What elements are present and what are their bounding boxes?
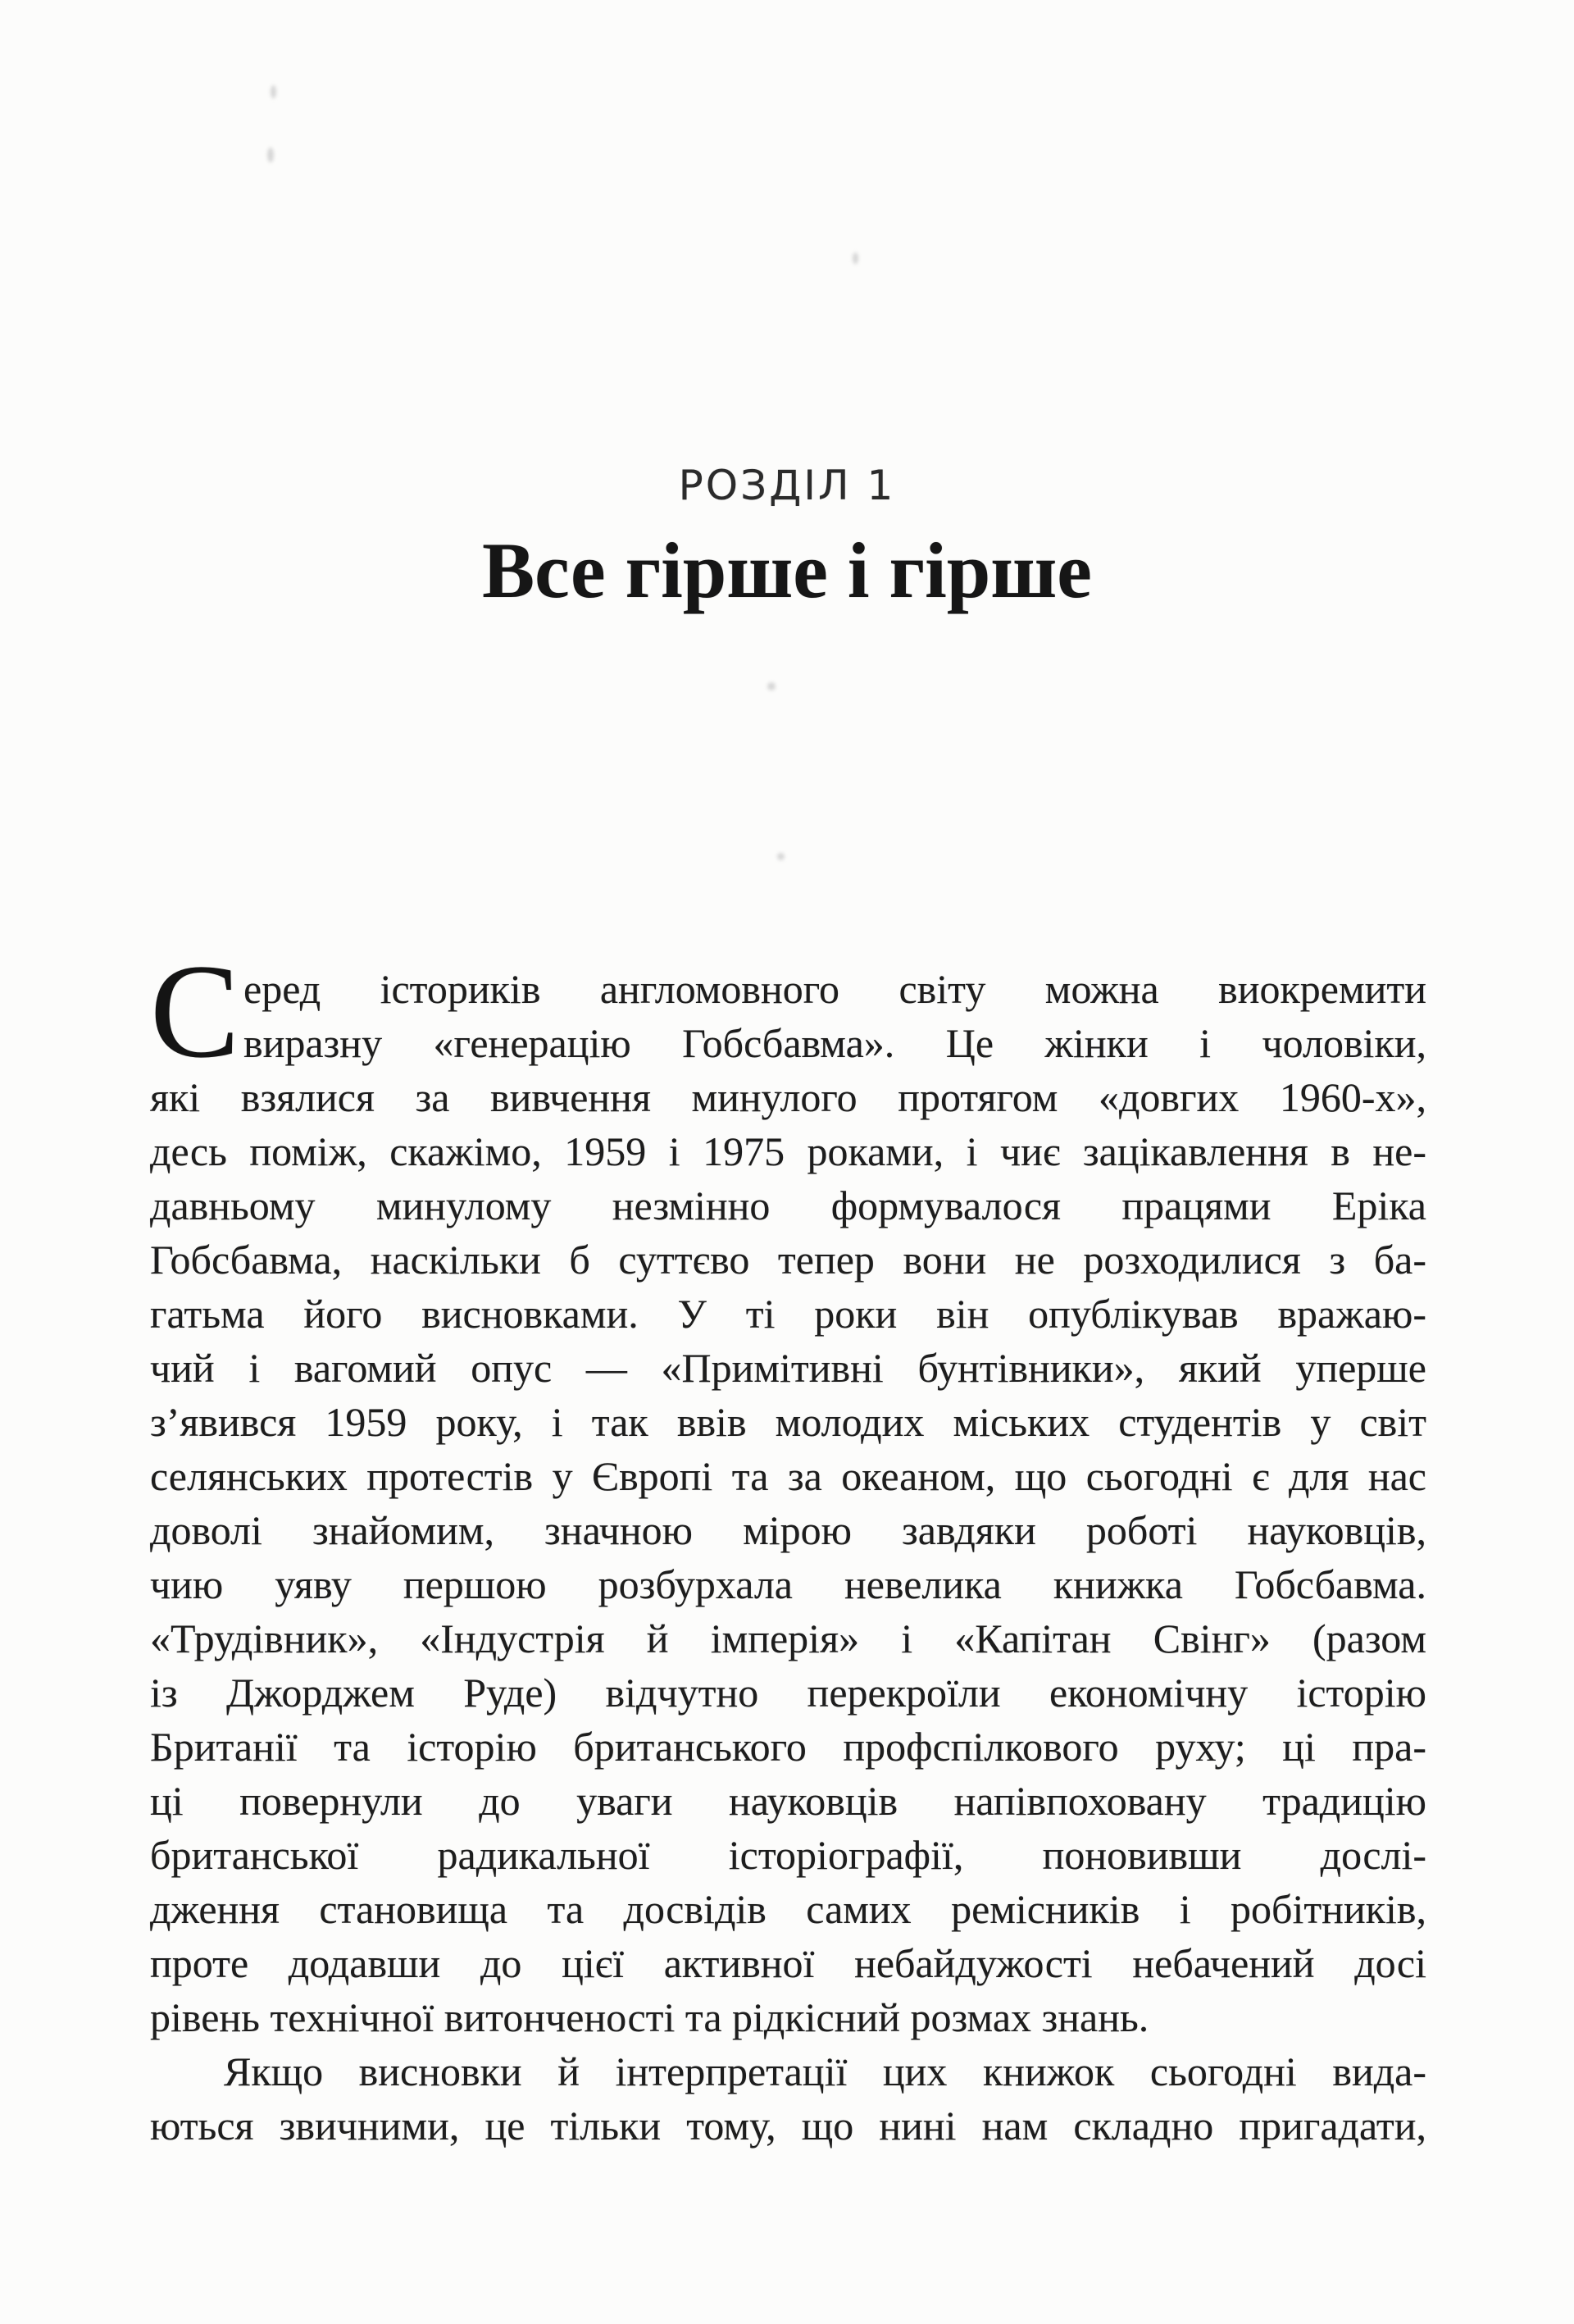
scan-artifact xyxy=(271,85,276,98)
text-line: доволі знайомим, значною мірою завдяки роботі науковців, xyxy=(150,1507,1426,1553)
chapter-label: РОЗДІЛ 1 xyxy=(678,462,896,509)
text-line: Якщо висновки й інтерпретації цих книжок сьогодні вида- xyxy=(224,2048,1426,2094)
text-line: десь поміж, скажімо, 1959 і 1975 роками, і чиє зацікавлення в не- xyxy=(150,1128,1426,1174)
scan-artifact xyxy=(267,148,274,162)
chapter-title: Все гірше і гірше xyxy=(482,526,1092,614)
text-line: чий і вагомий опус — «Примітивні бунтівники», який уперше xyxy=(150,1345,1426,1391)
text-line: «Трудівник», «Індустрія й імперія» і «Капітан Свінг» (разом xyxy=(150,1615,1426,1661)
text-line: Гобсбавма, наскільки б суттєво тепер вони не розходилися з ба- xyxy=(150,1237,1426,1283)
body-text xyxy=(150,937,1426,2153)
text-line: виразну «генерацію Гобсбавма». Це жінки і чоловіки, xyxy=(243,1020,1426,1066)
text-line: з’явився 1959 року, і так ввів молодих міських студентів у світ xyxy=(150,1399,1426,1445)
scan-artifact xyxy=(853,253,858,264)
text-line: чию уяву першою розбурхала невелика книжка Гобсбавма. xyxy=(150,1561,1426,1607)
text-line: британської радикальної історіографії, поновивши дослі- xyxy=(150,1832,1426,1878)
text-line: дження становища та досвідів самих ремісників і робітників, xyxy=(150,1886,1426,1932)
text-line: селянських протестів у Європі та за океаном, що сьогодні є для нас xyxy=(150,1453,1426,1499)
text-line: які взялися за вивчення минулого протягом «довгих 1960-х», xyxy=(150,1074,1426,1120)
text-line: рівень технічної витонченості та рідкісний розмах знань. xyxy=(150,1994,1149,2040)
text-line: ються звичними, це тільки тому, що нині нам складно пригадати, xyxy=(150,2103,1426,2149)
text-line: еред істориків англомовного світу можна виокремити xyxy=(243,966,1426,1012)
text-line: ці повернули до уваги науковців напівпоховану традицію xyxy=(150,1778,1426,1824)
scan-artifact xyxy=(767,682,776,690)
text-line: Британії та історію британського профспілкового руху; ці пра- xyxy=(150,1724,1426,1770)
text-line: гатьма його висновками. У ті роки він опублікував вражаю- xyxy=(150,1291,1426,1337)
text-line: давньому минулому незмінно формувалося працями Еріка xyxy=(150,1183,1426,1228)
scan-artifact xyxy=(777,853,785,860)
drop-cap: С xyxy=(150,937,240,1086)
text-line: із Джорджем Руде) відчутно перекроїли економічну історію xyxy=(150,1670,1426,1716)
text-line: проте додавши до цієї активної небайдужості небачений досі xyxy=(150,1940,1426,1986)
